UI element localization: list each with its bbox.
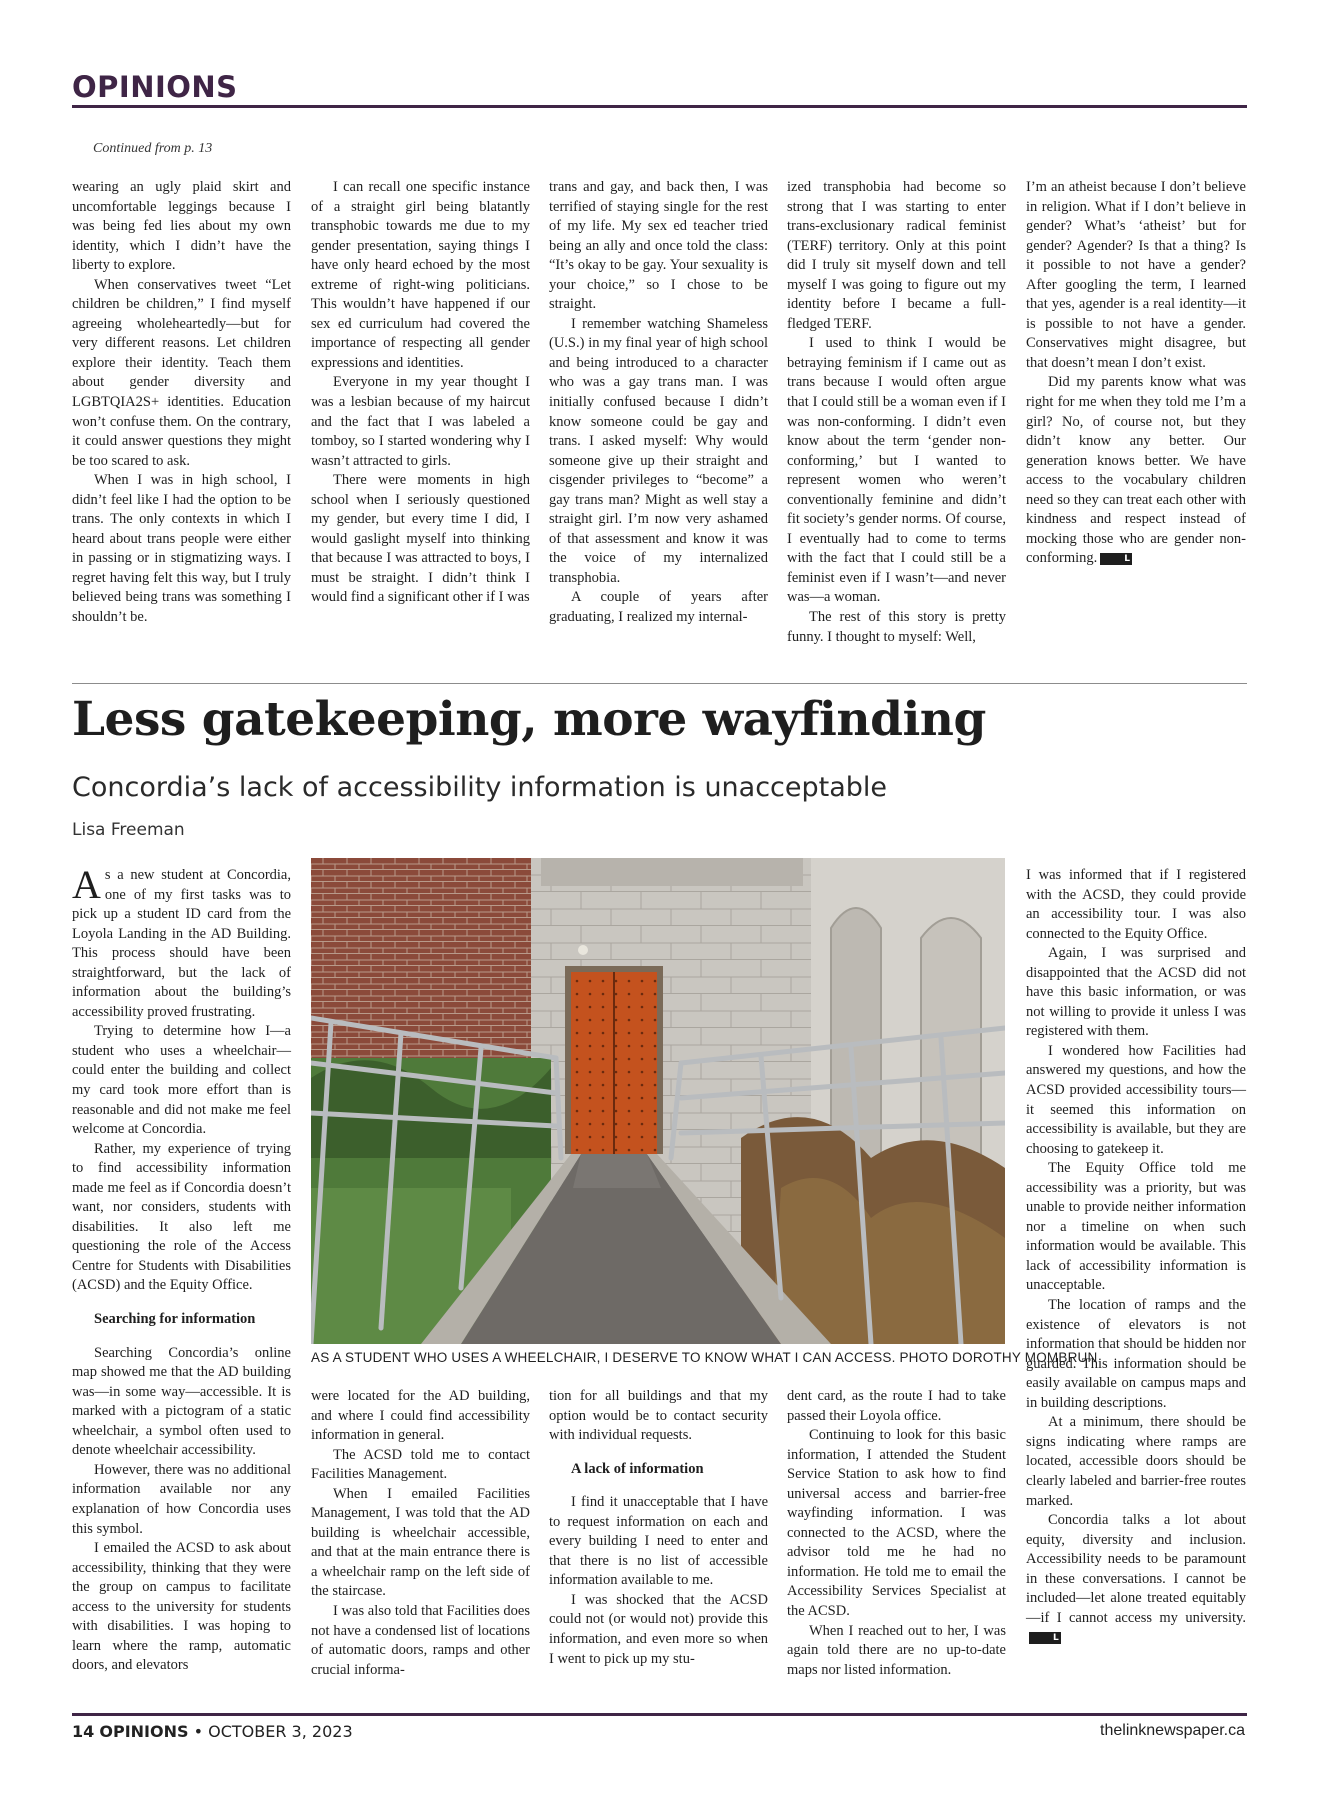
paragraph: I was also told that Facilities does not have a condensed list of locations of automatic doors, ramps and other crucial informa-	[311, 1603, 530, 1678]
top-article-column-3	[549, 178, 768, 628]
paragraph: A couple of years after graduating, I realized my internal-	[549, 589, 768, 626]
article-column-3	[549, 1387, 768, 1669]
paragraph: The ACSD told me to contact Facilities Management.	[311, 1446, 530, 1483]
paragraph: However, there was no additional information available nor any explanation of how Concordia uses this symbol.	[72, 1461, 291, 1537]
lead-paragraph	[72, 862, 291, 1022]
paragraph: When I reached out to her, I was again told there are no up-to-date maps nor listed information.	[787, 1622, 1006, 1678]
end-mark-icon: L	[1100, 553, 1132, 565]
article-divider	[72, 683, 1247, 684]
paragraph: I can recall one specific instance of a straight girl being blatantly transphobic towards me due to my gender presentation, saying things I have only heard echoed by the most extreme of right-wing politicians. This wouldn’t have happened if our sex ed curriculum had covered the importance of respecting all gender expressions and identities.	[311, 179, 530, 371]
paragraph: I remember watching Shameless (U.S.) in my final year of high school and being introduced to a character who was a gay trans man. I was initially confused because I didn’t know someone could be gay and trans. I asked myself: Why would someone give up their straight and cisgender privileges to “become” a gay trans man? Might as well stay a straight girl. I’m now very ashamed of that assessment and know it was the voice of my internalized transphobia.	[549, 315, 768, 586]
footer-separator: •	[193, 1722, 204, 1741]
paragraph: I’m an atheist because I don’t believe in religion. What if I don’t believe in gender? What’s ‘atheist’ but for gender? Agender? Is that a thing? Is it possible to not have a gender? After googling the term, I learned that yes, agender is a real identity—it is possible to not have a gender. Conservatives might disagree, but that doesn’t mean I don’t exist.	[1026, 179, 1246, 371]
paragraph: When I was in high school, I didn’t feel like I had the option to be trans. The only contexts in which I heard about trans people were either in passing or in stigmatizing ways. I regret having felt this way, but I truly believed being trans was something I shouldn’t be.	[72, 472, 291, 626]
subhead: Searching for information	[94, 1311, 256, 1328]
paragraph-text: Concordia talks a lot about equity, diversity and inclusion. Accessibility needs to be paramount in these conversations. I cannot be included—let alone treated equitably—if I cannot access my university.	[1026, 1512, 1246, 1626]
paragraph	[1026, 373, 1246, 568]
paragraph: At a minimum, there should be signs indicating where ramps are located, accessible doors should be clearly labeled and barrier-free routes marked.	[1026, 1414, 1246, 1509]
paragraph: I was informed that if I registered with the ACSD, they could provide an accessibility tour. I was also connected to the Equity Office.	[1026, 867, 1246, 942]
paragraph: were located for the AD building, and where I could find accessibility information in general.	[311, 1388, 530, 1444]
paragraph: Again, I was surprised and disappointed that the ACSD did not have this basic information, or was not willing to provide it unless I was registered with them.	[1026, 945, 1246, 1040]
paragraph: When conservatives tweet “Let children be children,” I find myself agreeing wholeheartedly—but for very different reasons. Let children explore their identity. Teach them about gender diversity and LGBTQIA2S+ identities. Education won’t confuse them. On the contrary, it could answer questions they might be too scared to ask.	[72, 276, 291, 469]
top-article-column-1	[72, 178, 291, 628]
paragraph: dent card, as the route I had to take passed their Loyola office.	[787, 1388, 1006, 1424]
page-number: 14	[72, 1722, 95, 1741]
end-mark-icon: L	[1029, 1632, 1061, 1644]
paragraph: I was shocked that the ACSD could not (or would not) provide this information, and even more so when I went to pick up my stu-	[549, 1591, 768, 1667]
section-title: OPINIONS	[72, 70, 238, 104]
paragraph: The rest of this story is pretty funny. I thought to myself: Well,	[787, 609, 1006, 645]
paragraph	[1026, 1511, 1246, 1648]
article-column-2	[311, 1387, 530, 1680]
article-column-5	[1026, 866, 1246, 1648]
paragraph: wearing an ugly plaid skirt and uncomfortable leggings because I was being fed lies about my own identity, which I didn’t have the liberty to explore.	[72, 179, 291, 274]
page-folio	[72, 1722, 353, 1741]
paragraph: I used to think I would be betraying feminism if I came out as trans because I would often argue that I could still be a woman even if I was non-conforming. I didn’t even know about the term ‘gender non-conforming,’ but I wanted to represent women who weren’t conventionally feminine and didn’t fit society’s gender norms. Of course, I eventually had to come to terms with the fact that I could still be a feminist even if I wasn’t—and never was—a woman.	[787, 335, 1006, 606]
lead-text: s a new student at Concordia, one of my first tasks was to pick up a student ID card from the Loyola Landing in the AD Building. This process should have been straightforward, but the lack of information about the building’s accessibility proved frustrating.	[72, 867, 291, 1020]
paragraph: I find it unacceptable that I have to request information on each and every building I need to enter and that there is no list of accessible information available to me.	[549, 1494, 768, 1589]
paragraph: The Equity Office told me accessibility was a priority, but was unable to provide neither information nor a timeline on when such information would be available. This lack of accessibility information is unacceptable.	[1026, 1160, 1246, 1294]
headline: Less gatekeeping, more wayfinding	[72, 692, 986, 747]
paragraph: Rather, my experience of trying to find accessibility information made me feel as if Concordia doesn’t want, nor considers, students with disabilities. It also left me questioning the role of the Access Centre for Students with Disabilities (ACSD) and the Equity Office.	[72, 1140, 291, 1294]
top-article-column-5	[1026, 178, 1246, 569]
subhead: A lack of information	[571, 1460, 704, 1477]
paragraph: When I emailed Facilities Management, I was told that the AD building is wheelchair accessible, and that at the main entrance there is a wheelchair ramp on the left side of the staircase.	[311, 1485, 530, 1600]
byline: Lisa Freeman	[72, 820, 185, 840]
paragraph: The location of ramps and the existence of elevators is not information that should be hidden nor guarded. This information should be easily available on campus maps and in building descriptions.	[1026, 1297, 1246, 1411]
article-photo	[311, 858, 1005, 1344]
paragraph: tion for all buildings and that my option would be to contact security with individual requests.	[549, 1388, 768, 1444]
continued-note: Continued from p. 13	[93, 141, 213, 156]
ramp-doorway-illustration	[311, 858, 1005, 1344]
deck: Concordia’s lack of accessibility information is unacceptable	[72, 772, 888, 803]
footer-section: OPINIONS	[99, 1722, 189, 1741]
article-column-1	[72, 862, 291, 1676]
paragraph: Searching Concordia’s online map showed me that the AD building was—in some way—accessible. It is marked with a pictogram of a static wheelchair, a symbol often used to denote wheelchair accessibility.	[72, 1344, 291, 1459]
paragraph: ized transphobia had become so strong that I was starting to enter trans-exclusionary radical feminist (TERF) territory. Only at this point did I truly sit myself down and tell myself I was going to figure out my identity before I became a full-fledged TERF.	[787, 179, 1006, 332]
dropcap: A	[72, 862, 101, 907]
footer-website: thelinknewspaper.ca	[1100, 1722, 1245, 1739]
top-article-column-2	[311, 178, 530, 608]
paragraph-text: Did my parents know what was right for me when they told me I’m a girl? No, of course not, but they didn’t know any better. Our generation knows better. We have access to the vocabulary children need so they can treat each other with kindness and respect instead of mocking those who are gender non-conforming.	[1026, 374, 1246, 567]
paragraph: Continuing to look for this basic information, I attended the Student Service Station to ask how to find universal access and barrier-free wayfinding information. I was connected to the ACSD, where the advisor told me he had no information. He told me to email the Accessibility Services Specialist at the ACSD.	[787, 1427, 1006, 1620]
article-column-4	[787, 1387, 1006, 1680]
header-rule	[72, 105, 1247, 108]
top-article-column-4	[787, 178, 1006, 647]
paragraph: Everyone in my year thought I was a lesbian because of my haircut and the fact that I was labeled a tomboy, so I started wondering why I wasn’t attracted to girls.	[311, 374, 530, 469]
footer-date: OCTOBER 3, 2023	[208, 1722, 353, 1741]
photo-caption: AS A STUDENT WHO USES A WHEELCHAIR, I DESERVE TO KNOW WHAT I CAN ACCESS. PHOTO DOROTHY MOMBRUN	[311, 1350, 1098, 1365]
paragraph: There were moments in high school when I seriously questioned my gender, but every time I did, I would gaslight myself into thinking that because I was attracted to boys, I must be straight. I didn’t think I would find a significant other if I was	[311, 472, 530, 606]
paragraph: trans and gay, and back then, I was terrified of staying single for the rest of my life. My sex ed teacher tried being an ally and once told the class: “It’s okay to be gay. Your sexuality is your choice,” so I chose to be straight.	[549, 179, 768, 313]
paragraph: I emailed the ACSD to ask about accessibility, thinking that they were the group on campus to facilitate access to the university for students with disabilities. I was hoping to learn where the ramp, automatic doors, and elevators	[72, 1540, 291, 1674]
paragraph: I wondered how Facilities had answered my questions, and how the ACSD provided accessibility tours—it seemed this information on accessibility is available, but they are choosing to gatekeep it.	[1026, 1042, 1246, 1157]
paragraph: Trying to determine how I—a student who uses a wheelchair—could enter the building and collect my card took more effort than is reasonable and did not make me feel welcome at Concordia.	[72, 1023, 291, 1138]
footer-rule	[72, 1713, 1247, 1716]
